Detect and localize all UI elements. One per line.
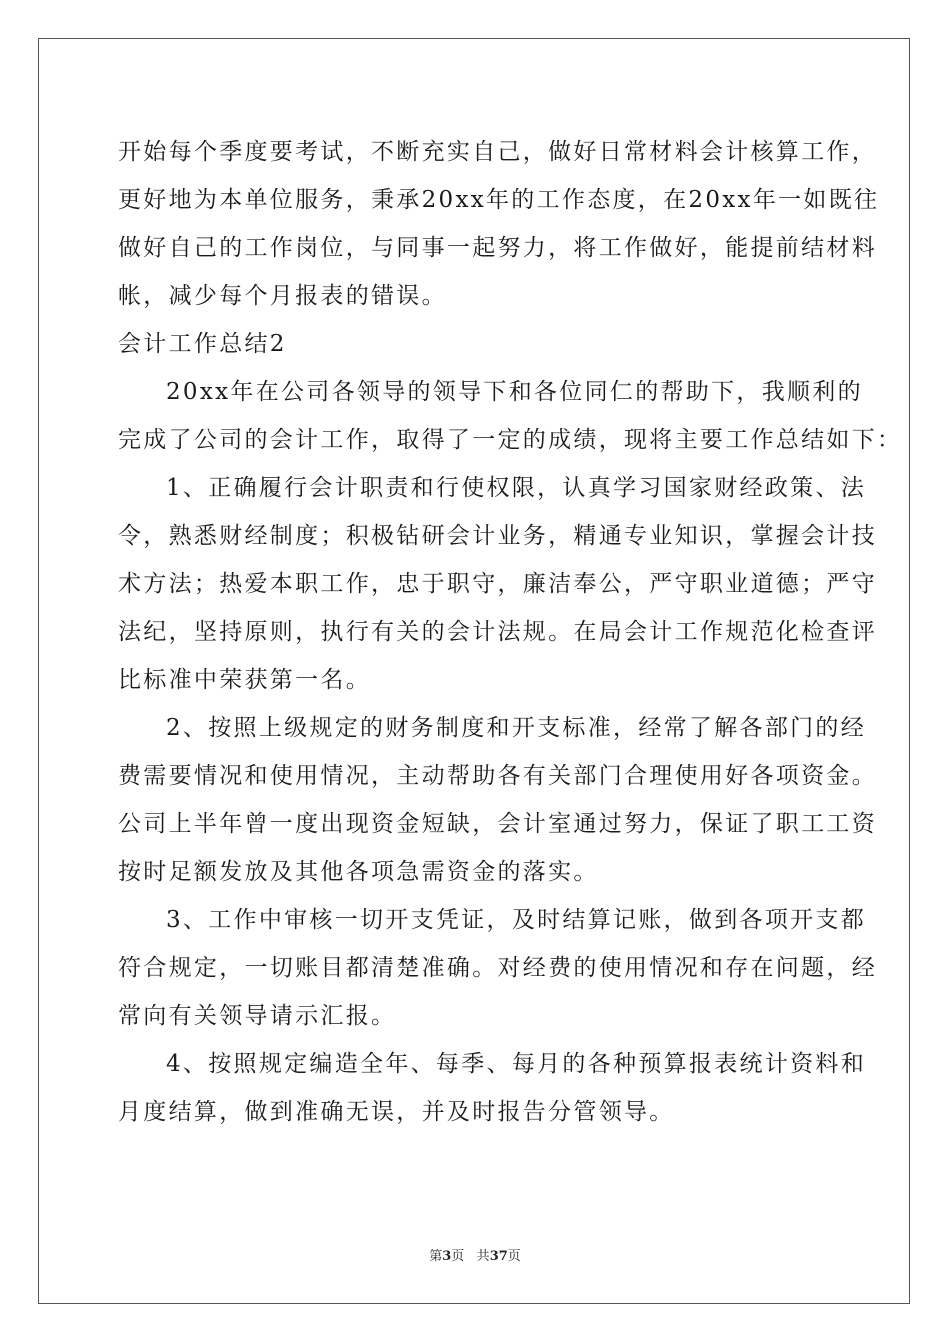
text-line: 术方法；热爱本职工作，忠于职守，廉洁奉公，严守职业道德；严守 xyxy=(118,571,877,597)
footer-prefix: 第 xyxy=(429,1249,443,1264)
text-line: 4、按照规定编造全年、每季、每月的各种预算报表统计资料和 xyxy=(166,1051,867,1077)
text-line: 令，熟悉财经制度；积极钻研会计业务，精通专业知识，掌握会计技 xyxy=(118,523,877,549)
text-line: 1、正确履行会计职责和行使权限，认真学习国家财经政策、法 xyxy=(166,475,867,501)
footer-total-prefix: 共 xyxy=(476,1249,490,1264)
text-line: 20xx年在公司各领导的领导下和各位同仁的帮助下，我顺利的 xyxy=(166,379,863,405)
text-line: 会计工作总结2 xyxy=(118,331,287,357)
text-line: 符合规定，一切账目都清楚准确。对经费的使用情况和存在问题，经 xyxy=(118,955,877,981)
text-line: 月度结算，做到准确无误，并及时报告分管领导。 xyxy=(118,1099,675,1125)
text-line: 3、工作中审核一切开支凭证，及时结算记账，做到各项开支都 xyxy=(166,907,867,933)
text-line: 做好自己的工作岗位，与同事一起努力，将工作做好，能提前结材料 xyxy=(118,235,877,261)
text-line: 费需要情况和使用情况，主动帮助各有关部门合理使用好各项资金。 xyxy=(118,763,877,789)
text-line: 完成了公司的会计工作，取得了一定的成绩，现将主要工作总结如下： xyxy=(118,427,903,453)
text-line: 2、按照上级规定的财务制度和开支标准，经常了解各部门的经 xyxy=(166,715,867,741)
current-page-number: 3 xyxy=(442,1249,452,1264)
text-line: 法纪，坚持原则，执行有关的会计法规。在局会计工作规范化检查评 xyxy=(118,619,877,645)
text-line: 更好地为本单位服务，秉承20xx年的工作态度，在20xx年一如既往 xyxy=(118,187,880,213)
text-line: 常向有关领导请示汇报。 xyxy=(118,1003,397,1029)
text-line: 按时足额发放及其他各项急需资金的落实。 xyxy=(118,859,599,885)
text-line: 比标准中荣获第一名。 xyxy=(118,667,371,693)
footer-total-unit: 页 xyxy=(507,1249,521,1264)
total-pages-number: 37 xyxy=(489,1249,508,1264)
document-body xyxy=(118,128,903,1136)
page-footer xyxy=(0,1245,950,1264)
text-line: 开始每个季度要考试，不断充实自己，做好日常材料会计核算工作， xyxy=(118,139,877,165)
text-line: 公司上半年曾一度出现资金短缺，会计室通过努力，保证了职工工资 xyxy=(118,811,877,837)
text-line: 帐，减少每个月报表的错误。 xyxy=(118,283,447,309)
footer-page-unit: 页 xyxy=(451,1249,465,1264)
